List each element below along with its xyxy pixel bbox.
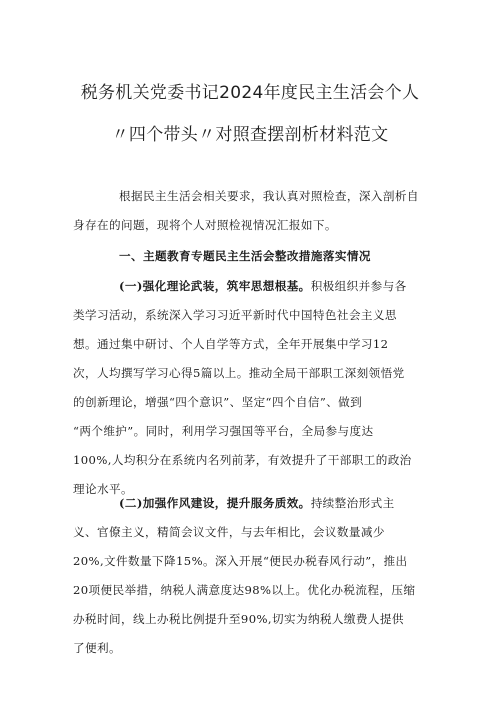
- section-1-line: 类学习活动，系统深入学习习近平新时代中国特色社会主义思: [73, 308, 397, 322]
- section-2-first-line: [73, 489, 425, 518]
- section-1-line: “两个维护”。同时，利用学习强国等平台，全局参与度达: [73, 424, 374, 438]
- section-1-paragraph: [73, 272, 425, 504]
- document-title-line-2: 〃四个带头〃对照查摆剖析材料范文: [111, 125, 389, 145]
- section-1-line: 的创新理论，增强“四个意识”、坚定“四个自信”、做到: [73, 395, 363, 409]
- section-1-line: 次，人均撰写学习心得5篇以上。推动全局干部职工深刻领悟党: [73, 366, 405, 380]
- section-1-lead: (一)强化理论武装，筑牢思想根基。: [119, 279, 311, 293]
- intro-line: 身存在的问题，现将个人对照检视情况汇报如下。: [73, 218, 337, 232]
- intro-line: 根据民主生活会相关要求，我认真对照检查，深入剖析自: [119, 189, 419, 203]
- section-1-first-rest: 积极组织并参与各: [310, 279, 407, 293]
- section-2-line: 20%,文件数量下降15%。深入开展“便民办税春风行动”，推出: [73, 554, 408, 568]
- section-2-line: 20项便民举措，纳税人满意度达98%以上。优化办税流程，压缩: [73, 583, 416, 597]
- section-1-line: 想。通过集中研讨、个人自学等方式，全年开展集中学习12: [73, 337, 389, 351]
- section-1-line: 100%,人均积分在系统内名列前茅，有效提升了干部职工的政治: [73, 453, 412, 467]
- intro-paragraph: [73, 182, 425, 240]
- section-2-line: 义、官僚主义，精简会议文件，与去年相比，会议数量减少: [73, 525, 385, 539]
- document-title-line-1: 税务机关党委书记2024年度民主生活会个人: [80, 83, 420, 103]
- section-1-first-line: [73, 272, 425, 301]
- section-2-line: 了便利。: [73, 641, 121, 655]
- section-1-line: 理论水平。: [73, 482, 133, 496]
- section-2-first-rest: 持续整治形式主: [310, 496, 395, 510]
- section-2-lead: (二)加强作风建设，提升服务质效。: [119, 496, 311, 510]
- section-2-paragraph: [73, 489, 425, 663]
- section-2-line: 办税时间，线上办税比例提升至90%,切实为纳税人缴费人提供: [73, 612, 404, 626]
- section-heading: 一、主题教育专题民主生活会整改措施落实情况: [119, 249, 371, 263]
